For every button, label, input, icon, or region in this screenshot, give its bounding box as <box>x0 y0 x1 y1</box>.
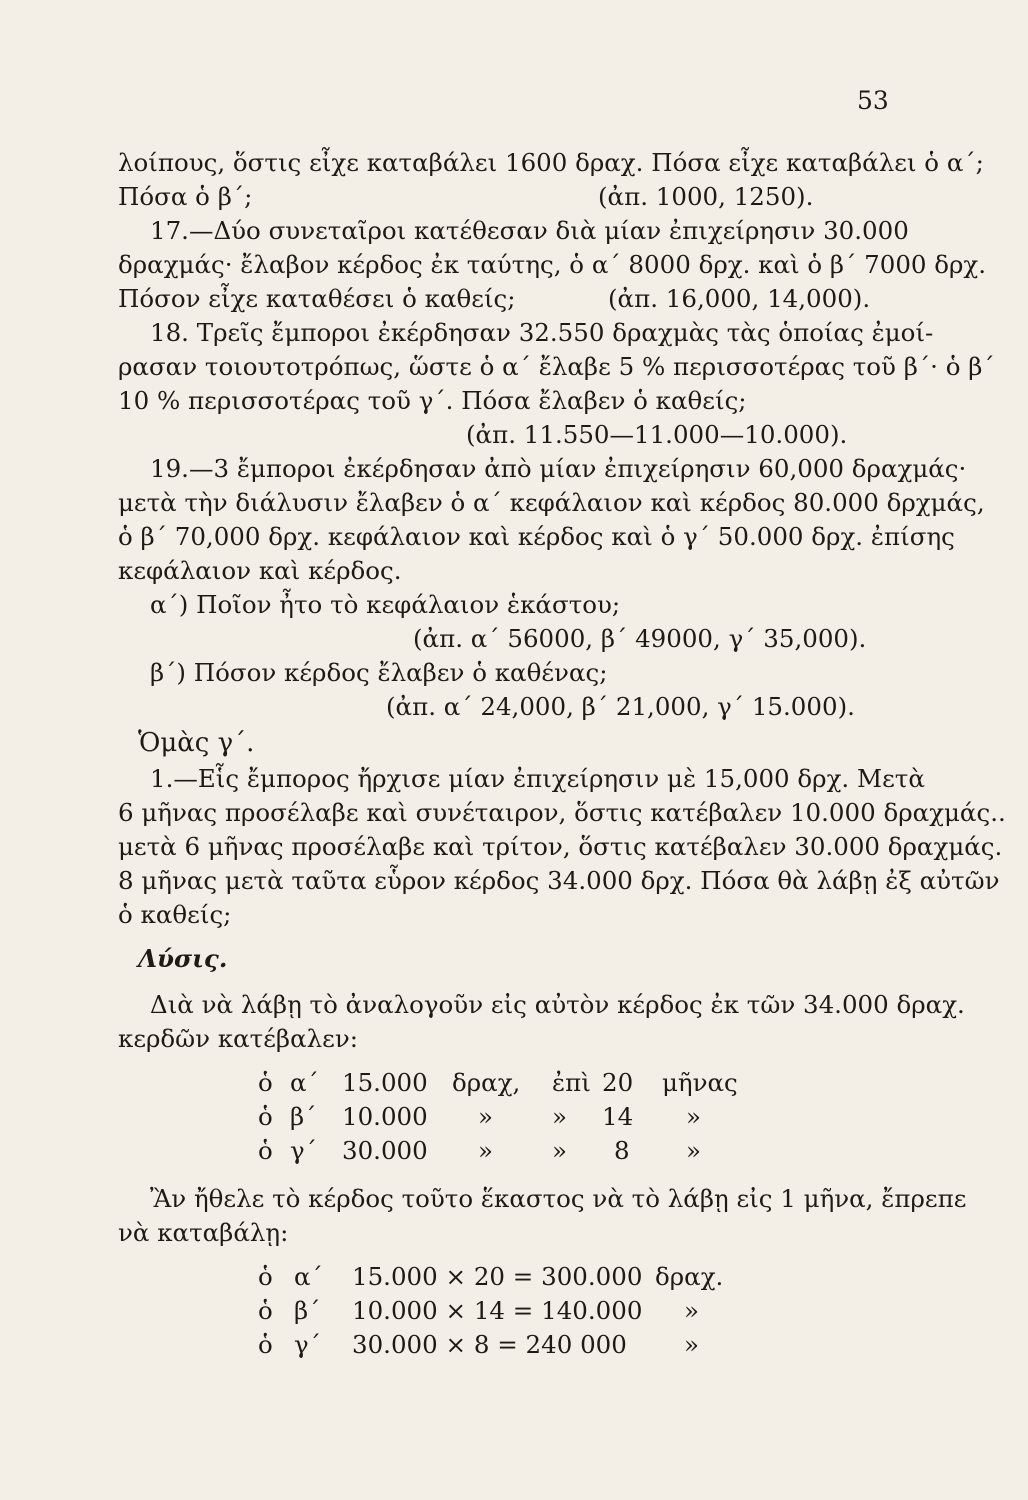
table-cell: » <box>478 1136 493 1165</box>
text-line: δραχμάς· ἔλαβον κέρδος ἐκ ταύτης, ὁ α΄ 8000 δρχ. καὶ ὁ β΄ 7000 δρχ. <box>118 250 987 279</box>
question-b: β΄) Πόσον κέρδος ἔλαβεν ὁ καθένας; <box>150 658 608 687</box>
table-cell: ἐπὶ <box>552 1068 591 1097</box>
table-cell: ὁ <box>258 1136 273 1165</box>
table-cell: 15.000 × 20 = 300.000 <box>352 1262 643 1291</box>
table-cell: 8 <box>614 1136 630 1165</box>
answer: (ἀπ. 11.550—11.000—10.000). <box>466 420 848 449</box>
problem-1: 1.—Εἷς ἔμπορος ἤρχισε μίαν ἐπιχείρησιν μὲ 15,000 δρχ. Μετὰ <box>150 764 925 793</box>
table-cell: 14 <box>602 1102 634 1131</box>
table-cell: » <box>552 1102 567 1131</box>
text-line: ὁ καθείς; <box>118 900 232 929</box>
table-cell: 30.000 <box>342 1136 428 1165</box>
table-cell: ὁ <box>258 1102 273 1131</box>
text-line: Ἂν ἤθελε τὸ κέρδος τοῦτο ἕκαστος νὰ τὸ λάβῃ εἰς 1 μῆνα, ἔπρεπε <box>150 1184 967 1213</box>
answer: (ἀπ. α΄ 56000, β΄ 49000, γ΄ 35,000). <box>413 624 867 653</box>
text-line: νὰ καταβάλῃ: <box>118 1218 289 1247</box>
text-line: 6 μῆνας προσέλαβε καὶ συνέταιρον, ὅστις κατέβαλεν 10.000 δραχμάς.. <box>118 798 1006 827</box>
text-line: μετὰ τὴν διάλυσιν ἔλαβεν ὁ α΄ κεφάλαιον καὶ κέρδος 80.000 δρχμάς, <box>118 488 985 517</box>
text-line: Διὰ νὰ λάβῃ τὸ ἀναλογοῦν εἰς αὐτὸν κέρδος ἐκ τῶν 34.000 δραχ. <box>150 990 965 1019</box>
problem-19: 19.—3 ἔμποροι ἐκέρδησαν ἀπὸ μίαν ἐπιχείρησιν 60,000 δραχμάς· <box>150 454 967 483</box>
table-cell: β΄ <box>294 1296 321 1325</box>
table-cell: » <box>552 1136 567 1165</box>
table-cell: μῆνας <box>662 1068 738 1097</box>
table-cell: 15.000 <box>342 1068 428 1097</box>
text-line: κερδῶν κατέβαλεν: <box>118 1024 358 1053</box>
answer: (ἀπ. α΄ 24,000, β΄ 21,000, γ΄ 15.000). <box>386 692 855 721</box>
table-cell: » <box>478 1102 493 1131</box>
problem-17: 17.—Δύο συνεταῖροι κατέθεσαν διὰ μίαν ἐπιχείρησιν 30.000 <box>150 216 909 245</box>
text-line: ρασαν τοιουτοτρόπως, ὥστε ὁ α΄ ἔλαβε 5 % περισσοτέρας τοῦ β΄· ὁ β΄ <box>118 352 995 381</box>
table-cell: δραχ, <box>452 1068 521 1097</box>
table-cell: ὁ <box>258 1296 273 1325</box>
section-heading: Ὁμὰς γ΄. <box>138 728 255 758</box>
table-cell: ὁ <box>258 1068 273 1097</box>
table-cell: » <box>686 1136 701 1165</box>
table-cell: γ΄ <box>290 1136 317 1165</box>
table-cell: α΄ <box>294 1262 323 1291</box>
table-cell: α΄ <box>290 1068 319 1097</box>
table-cell: » <box>686 1102 701 1131</box>
table-cell: γ΄ <box>294 1330 321 1359</box>
table-cell: » <box>684 1296 699 1325</box>
solution-heading: Λύσις. <box>138 944 228 973</box>
text-line: Πόσον εἶχε καταθέσει ὁ καθείς; (ἀπ. 16,000, 14,000). <box>118 284 871 313</box>
question-a: α΄) Ποῖον ἦτο τὸ κεφάλαιον ἑκάστου; <box>150 590 621 619</box>
text-line: Πόσα ὁ β΄; (ἀπ. 1000, 1250). <box>118 182 814 211</box>
table-cell: 10.000 × 14 = 140.000 <box>352 1296 643 1325</box>
table-cell: δραχ. <box>655 1262 724 1291</box>
table-cell: 20 <box>602 1068 634 1097</box>
text-line: μετὰ 6 μῆνας προσέλαβε καὶ τρίτον, ὅστις κατέβαλεν 30.000 δραχμάς. <box>118 832 1003 861</box>
table-cell: » <box>684 1330 699 1359</box>
page-number: 53 <box>857 86 889 115</box>
answer: (ἀπ. 16,000, 14,000). <box>608 284 871 313</box>
answer: (ἀπ. 1000, 1250). <box>598 182 814 211</box>
text-line: 8 μῆνας μετὰ ταῦτα εὗρον κέρδος 34.000 δρχ. Πόσα θὰ λάβῃ ἐξ αὐτῶν <box>118 866 1000 895</box>
text-line: κεφάλαιον καὶ κέρδος. <box>118 556 402 585</box>
text-line: ὁ β΄ 70,000 δρχ. κεφάλαιον καὶ κέρδος καὶ ὁ γ΄ 50.000 δρχ. ἐπίσης <box>118 522 955 551</box>
table-cell: ὁ <box>258 1330 273 1359</box>
table-cell: 30.000 × 8 = 240 000 <box>352 1330 627 1359</box>
table-cell: ὁ <box>258 1262 273 1291</box>
table-cell: β΄ <box>290 1102 317 1131</box>
problem-18: 18. Τρεῖς ἔμποροι ἐκέρδησαν 32.550 δραχμὰς τὰς ὁποίας ἐμοί- <box>150 318 934 347</box>
table-cell: 10.000 <box>342 1102 428 1131</box>
text-line: λοίπους, ὅστις εἶχε καταβάλει 1600 δραχ. Πόσα εἶχε καταβάλει ὁ α΄; <box>118 148 984 177</box>
text-line: 10 % περισσοτέρας τοῦ γ΄. Πόσα ἔλαβεν ὁ καθείς; <box>118 386 747 415</box>
